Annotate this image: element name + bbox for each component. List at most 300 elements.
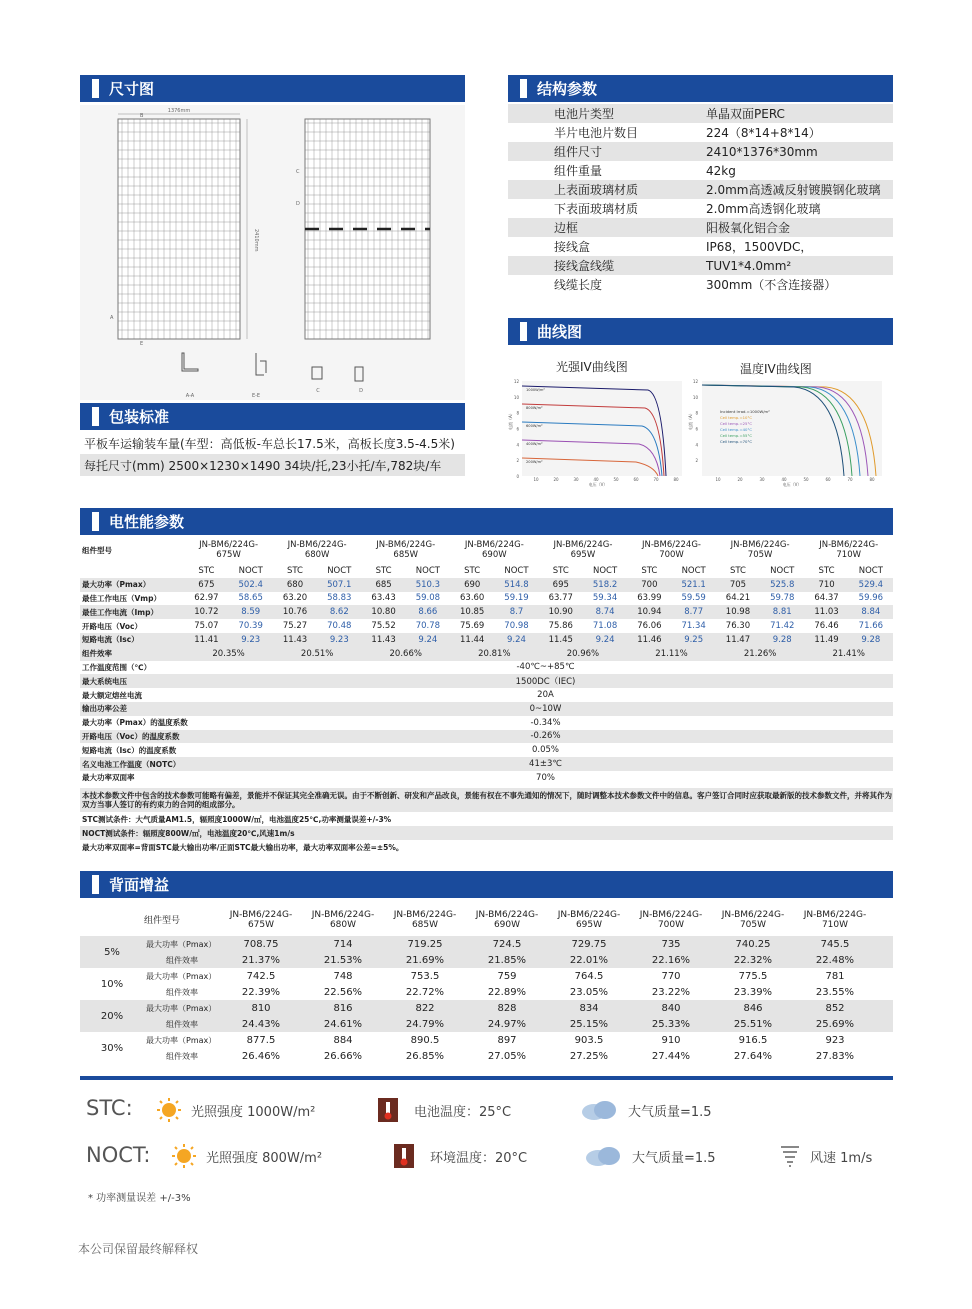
light-series-label: 800W/m² bbox=[526, 406, 543, 410]
model-power: 680W bbox=[304, 550, 330, 560]
common-value: 41±3℃ bbox=[529, 759, 562, 770]
model-power: 695W bbox=[570, 550, 596, 560]
common-row bbox=[80, 661, 893, 675]
noct-air-mass: 大气质量=1.5 bbox=[582, 1144, 716, 1168]
model-power: 685W bbox=[393, 550, 419, 560]
eff-value: 27.83% bbox=[815, 1050, 855, 1062]
left-x-tick: 80 bbox=[673, 477, 679, 482]
structure-value: 224（8*14+8*14） bbox=[706, 126, 821, 140]
eff-value: 23.55% bbox=[815, 986, 855, 998]
stc-value: 63.77 bbox=[548, 593, 573, 604]
right-ylabel: 电流（A） bbox=[688, 411, 693, 430]
model-name bbox=[450, 540, 539, 560]
structure-key: 接线盒 bbox=[554, 240, 591, 254]
noct-value: 59.96 bbox=[858, 593, 884, 604]
structure-value: 2.0mm高透钢化玻璃 bbox=[706, 202, 821, 216]
light-series-label: 200W/m² bbox=[526, 460, 543, 464]
marker-d: D bbox=[296, 201, 300, 207]
marker-c: C bbox=[296, 169, 300, 175]
eff-value: 22.89% bbox=[487, 986, 527, 998]
model-prefix: JN-BM6/224G- bbox=[819, 540, 879, 550]
structure-row bbox=[508, 104, 893, 123]
right-x-tick: 60 bbox=[825, 477, 831, 482]
gain-block bbox=[80, 936, 893, 968]
stc-value: 10.90 bbox=[548, 607, 573, 618]
gain-eff-row bbox=[144, 1016, 893, 1032]
pmax-value: 810 bbox=[251, 1002, 271, 1014]
structure-key: 组件尺寸 bbox=[554, 145, 603, 159]
left-ylabel: 电流（A） bbox=[508, 411, 513, 430]
efficiency-value: 20.51% bbox=[300, 648, 334, 659]
model-power: 700W bbox=[659, 550, 684, 560]
noct-value: 70.98 bbox=[504, 621, 529, 632]
noct-value: 8.62 bbox=[329, 607, 349, 618]
right-y-tick: 6 bbox=[695, 426, 698, 432]
pmax-value: 877.5 bbox=[246, 1034, 276, 1046]
right-x-tick: 10 bbox=[715, 477, 721, 482]
electrical-table bbox=[80, 536, 893, 785]
noct-heading: NOCT bbox=[858, 565, 883, 576]
panel-drawing-svg bbox=[80, 105, 465, 400]
conditions-divider bbox=[80, 1076, 893, 1080]
structure-header: 结构参数 bbox=[508, 75, 893, 102]
common-row bbox=[80, 757, 893, 771]
model-power: 700W bbox=[657, 919, 685, 930]
electrical-row bbox=[80, 592, 893, 606]
stc-value: 76.06 bbox=[637, 621, 662, 632]
note-stc: STC测试条件：大气质量AM1.5，辐照度1000W/㎡，电池温度25℃,功率测量误差+/-3% bbox=[82, 814, 392, 824]
temp-legend-entry: Cell temp.=10°C bbox=[720, 415, 753, 420]
eff-value: 27.64% bbox=[733, 1050, 773, 1062]
model-prefix: JN-BM6/224G- bbox=[393, 909, 457, 920]
model-name bbox=[466, 910, 548, 930]
stc-heading: STC bbox=[286, 565, 303, 576]
model-prefix: JN-BM6/224G- bbox=[376, 540, 436, 550]
eff-value: 22.72% bbox=[405, 986, 445, 998]
electrical-row bbox=[80, 619, 893, 633]
pmax-value: 708.75 bbox=[243, 938, 279, 950]
noct-value: 502.4 bbox=[238, 579, 263, 590]
stc-heading: STC bbox=[818, 565, 835, 576]
electrical-header: 电性能参数 bbox=[80, 508, 893, 535]
gain-block bbox=[80, 1000, 893, 1032]
noct-heading: NOCT bbox=[238, 565, 263, 576]
row-label: 组件效率 bbox=[166, 987, 198, 997]
noct-heading: NOCT bbox=[770, 565, 795, 576]
eff-value: 26.46% bbox=[241, 1050, 281, 1062]
efficiency-value: 21.41% bbox=[832, 648, 865, 659]
noct-value: 9.24 bbox=[507, 634, 526, 645]
structure-row bbox=[508, 218, 893, 237]
stc-value: 11.43 bbox=[282, 634, 308, 645]
common-value: -0.26% bbox=[530, 731, 561, 742]
wind-icon bbox=[778, 1143, 802, 1169]
pmax-value: 770 bbox=[661, 970, 681, 982]
eff-value: 23.22% bbox=[651, 986, 691, 998]
row-label: 开路电压（Voc）的温度系数 bbox=[82, 731, 180, 741]
noct-wind: 风速 1m/s bbox=[778, 1143, 872, 1169]
marker-a: A bbox=[110, 315, 114, 321]
cloud-icon bbox=[582, 1144, 624, 1168]
stc-value: 700 bbox=[641, 579, 658, 590]
packaging-header: 包装标准 bbox=[80, 403, 465, 430]
row-label: 最大功率（Pmax） bbox=[146, 1035, 217, 1045]
gain-eff-row bbox=[144, 1048, 893, 1064]
eff-value: 22.16% bbox=[651, 954, 691, 966]
stc-heading: STC bbox=[464, 565, 481, 576]
iv-curves-svg bbox=[508, 375, 893, 487]
noct-value: 8.7 bbox=[509, 607, 524, 618]
pmax-value: 745.5 bbox=[820, 938, 850, 950]
stc-value: 675 bbox=[198, 579, 215, 590]
noct-value: 9.24 bbox=[418, 634, 438, 645]
note-bifaciality: 最大功率双面率=背面STC最大输出功率/正面STC最大输出功率，最大功率双面率公差=±5%。 bbox=[82, 842, 404, 852]
structure-key: 上表面玻璃材质 bbox=[554, 183, 639, 197]
model-name bbox=[627, 540, 716, 560]
stc-value: 64.21 bbox=[725, 593, 751, 604]
noct-value: 58.65 bbox=[238, 593, 263, 604]
left-x-tick: 50 bbox=[613, 477, 619, 482]
stc-value: 64.37 bbox=[814, 593, 839, 604]
stc-value: 10.94 bbox=[637, 607, 662, 618]
noct-value: 71.66 bbox=[858, 621, 884, 632]
stc-value: 75.86 bbox=[548, 621, 573, 632]
model-power: 705W bbox=[739, 919, 767, 930]
stc-value: 76.46 bbox=[814, 621, 839, 632]
row-label: 短路电流（Isc） bbox=[82, 635, 139, 645]
pmax-value: 759 bbox=[497, 970, 517, 982]
common-value: -0.34% bbox=[530, 717, 561, 728]
model-label: 组件型号 bbox=[82, 545, 112, 555]
common-value: 0~10W bbox=[529, 703, 562, 714]
eff-value: 21.69% bbox=[405, 954, 445, 966]
stc-value: 10.72 bbox=[194, 607, 219, 618]
stc-value: 695 bbox=[552, 579, 569, 590]
marker-b: B bbox=[140, 113, 144, 119]
detail-ee-label: E-E bbox=[251, 393, 261, 399]
common-row bbox=[80, 716, 893, 730]
left-y-tick: 12 bbox=[513, 379, 519, 384]
noct-value: 59.78 bbox=[770, 593, 795, 604]
gain-pmax-row bbox=[144, 968, 893, 984]
thermometer-icon bbox=[374, 1096, 402, 1124]
left-x-tick: 70 bbox=[653, 477, 659, 482]
stc-value: 685 bbox=[375, 579, 392, 590]
noct-value: 8.59 bbox=[241, 607, 261, 618]
row-label: 组件效率 bbox=[82, 649, 112, 659]
noct-value: 71.08 bbox=[592, 621, 618, 632]
structure-key: 半片电池片数目 bbox=[554, 126, 639, 140]
noct-value: 70.78 bbox=[415, 621, 441, 632]
pmax-value: 781 bbox=[825, 970, 845, 982]
noct-value: 8.84 bbox=[861, 607, 881, 618]
common-value: 1500DC（IEC) bbox=[515, 677, 576, 688]
electrical-row bbox=[80, 605, 893, 619]
structure-value: 42kg bbox=[706, 163, 736, 178]
model-power: 690W bbox=[493, 919, 521, 930]
common-row bbox=[80, 730, 893, 744]
stc-cell-temp: 电池温度：25°C bbox=[374, 1096, 511, 1124]
dimension-drawing bbox=[80, 105, 465, 400]
eff-value: 27.44% bbox=[651, 1050, 691, 1062]
model-prefix: JN-BM6/224G- bbox=[639, 909, 703, 920]
eff-value: 23.39% bbox=[733, 986, 773, 998]
model-prefix: JN-BM6/224G- bbox=[199, 540, 259, 550]
model-prefix: JN-BM6/224G- bbox=[557, 909, 621, 920]
light-series-label: 1000W/m² bbox=[526, 388, 545, 392]
curves-header: 曲线图 bbox=[508, 318, 893, 345]
eff-value: 25.15% bbox=[569, 1018, 609, 1030]
stc-value: 10.76 bbox=[282, 607, 308, 618]
stc-value: 11.41 bbox=[194, 634, 219, 645]
stc-value: 10.85 bbox=[460, 607, 485, 618]
note-noct: NOCT测试条件：辐照度800W/㎡，电池温度20℃,风速1m/s bbox=[80, 826, 893, 840]
pmax-value: 724.5 bbox=[492, 938, 522, 950]
structure-value: 单晶双面PERC bbox=[706, 107, 785, 121]
pmax-value: 852 bbox=[825, 1002, 845, 1014]
electrical-header-row bbox=[80, 536, 893, 564]
left-x-tick: 10 bbox=[533, 477, 539, 482]
stc-value: 75.27 bbox=[282, 621, 308, 632]
noct-value: 514.8 bbox=[504, 579, 529, 590]
electrical-row bbox=[80, 578, 893, 592]
pmax-value: 884 bbox=[333, 1034, 353, 1046]
left-x-tick: 40 bbox=[593, 477, 599, 482]
structure-row bbox=[508, 142, 893, 161]
row-label: 输出功率公差 bbox=[82, 704, 127, 714]
temp-iv-title: 温度IV曲线图 bbox=[740, 362, 812, 376]
stc-heading: STC bbox=[641, 565, 658, 576]
model-prefix: JN-BM6/224G- bbox=[311, 909, 375, 920]
noct-irradiance: 光照强度 800W/m² bbox=[170, 1143, 322, 1169]
row-label: 短路电流（Isc）的温度系数 bbox=[82, 745, 177, 755]
structure-key: 线缆长度 bbox=[554, 278, 603, 292]
model-prefix: JN-BM6/224G- bbox=[642, 540, 701, 550]
model-prefix: JN-BM6/224G- bbox=[721, 909, 785, 920]
eff-value: 21.53% bbox=[323, 954, 363, 966]
gain-pmax-row bbox=[144, 1032, 893, 1048]
row-label: 开路电压（Voc） bbox=[82, 621, 142, 631]
left-y-tick: 0 bbox=[516, 474, 519, 479]
gain-pmax-row bbox=[144, 1000, 893, 1016]
structure-row bbox=[508, 161, 893, 180]
electrical-notes bbox=[80, 788, 893, 854]
pmax-value: 764.5 bbox=[574, 970, 604, 982]
eff-value: 22.32% bbox=[733, 954, 773, 966]
noct-value: 529.4 bbox=[858, 579, 884, 590]
eff-value: 22.39% bbox=[241, 986, 281, 998]
pmax-value: 890.5 bbox=[410, 1034, 440, 1046]
row-label: 最大额定熔丝电流 bbox=[82, 690, 142, 700]
eff-value: 22.56% bbox=[323, 986, 363, 998]
model-name bbox=[712, 910, 794, 930]
row-label: 最大功率（Pmax）的温度系数 bbox=[82, 718, 188, 728]
eff-value: 24.61% bbox=[323, 1018, 363, 1030]
model-power: 695W bbox=[575, 919, 603, 930]
right-y-tick: 8 bbox=[695, 410, 698, 416]
stc-label: STC: bbox=[86, 1096, 133, 1120]
noct-value: 8.66 bbox=[418, 607, 438, 618]
common-row bbox=[80, 674, 893, 688]
gain-percent: 30% bbox=[100, 1042, 124, 1054]
left-x-tick: 30 bbox=[573, 477, 579, 482]
common-row bbox=[80, 743, 893, 757]
eff-value: 23.05% bbox=[569, 986, 609, 998]
stc-value: 11.43 bbox=[371, 634, 396, 645]
eff-value: 21.37% bbox=[241, 954, 281, 966]
stc-value: 11.46 bbox=[637, 634, 662, 645]
pmax-value: 719.25 bbox=[407, 938, 443, 950]
pmax-value: 910 bbox=[661, 1034, 681, 1046]
gain-block bbox=[80, 968, 893, 1000]
structure-row bbox=[508, 237, 893, 256]
stc-value: 690 bbox=[464, 579, 481, 590]
pmax-value: 775.5 bbox=[738, 970, 768, 982]
noct-value: 9.28 bbox=[861, 634, 881, 645]
structure-value: 阳极氧化铝合金 bbox=[706, 221, 791, 235]
noct-value: 59.34 bbox=[592, 593, 618, 604]
common-value: 0.05% bbox=[531, 745, 559, 756]
model-name bbox=[548, 910, 630, 930]
temp-legend-entry: Cell temp.=25°C bbox=[720, 421, 753, 426]
thermometer-icon bbox=[390, 1142, 418, 1170]
structure-value: 2410*1376*30mm bbox=[706, 144, 818, 159]
row-label: 工作温度范围（℃） bbox=[82, 662, 152, 672]
noct-value: 59.08 bbox=[415, 593, 441, 604]
right-x-tick: 40 bbox=[781, 477, 787, 482]
row-label: 最大功率双面率 bbox=[82, 773, 135, 783]
model-name bbox=[361, 540, 450, 560]
left-y-tick: 6 bbox=[516, 426, 519, 432]
stc-noct-row bbox=[80, 564, 893, 578]
pmax-value: 735 bbox=[661, 938, 681, 950]
backgain-header: 背面增益 bbox=[80, 871, 893, 898]
row-label: 最大功率（Pmax） bbox=[146, 1003, 217, 1013]
model-name bbox=[716, 540, 805, 560]
stc-value: 680 bbox=[286, 579, 304, 590]
stc-value: 75.69 bbox=[460, 621, 485, 632]
stc-value: 11.45 bbox=[548, 634, 573, 645]
right-xlabel: 电压（V） bbox=[782, 482, 802, 487]
model-power: 710W bbox=[836, 550, 862, 560]
model-name bbox=[804, 540, 893, 560]
structure-key: 电池片类型 bbox=[554, 107, 615, 121]
pmax-value: 740.25 bbox=[735, 938, 771, 950]
row-label: 组件效率 bbox=[166, 1019, 198, 1029]
structure-row bbox=[508, 180, 893, 199]
pmax-value: 714 bbox=[333, 938, 353, 950]
structure-key: 接线盒线缆 bbox=[554, 259, 615, 273]
stc-value: 76.30 bbox=[725, 621, 751, 632]
model-power: 705W bbox=[747, 550, 773, 560]
pmax-value: 828 bbox=[497, 1002, 517, 1014]
model-name bbox=[630, 910, 712, 930]
noct-value: 9.28 bbox=[772, 634, 792, 645]
noct-value: 9.23 bbox=[241, 634, 261, 645]
noct-ambient-temp: 环境温度：20°C bbox=[390, 1142, 527, 1170]
detail-aa bbox=[182, 353, 198, 371]
efficiency-value: 20.81% bbox=[478, 648, 511, 659]
noct-value: 70.48 bbox=[327, 621, 352, 632]
tolerance-note: * 功率测量误差 +/-3% bbox=[88, 1193, 191, 1204]
stc-value: 63.99 bbox=[637, 593, 662, 604]
left-y-tick: 10 bbox=[513, 394, 519, 400]
model-prefix: JN-BM6/224G- bbox=[464, 540, 524, 550]
temp-legend-entry: Cell temp.=40°C bbox=[720, 427, 753, 432]
noct-value: 8.77 bbox=[684, 607, 704, 618]
efficiency-value: 20.96% bbox=[566, 648, 600, 659]
efficiency-value: 21.11% bbox=[655, 648, 688, 659]
right-x-tick: 50 bbox=[803, 477, 809, 482]
width-label: 1376mm bbox=[167, 108, 191, 114]
packaging-line-2: 每托尺寸(mm) 2500×1230×1490 34块/托,23小托/车,782块/车 bbox=[80, 454, 465, 476]
row-label: 最佳工作电流（Imp） bbox=[82, 607, 158, 617]
model-power: 690W bbox=[482, 550, 507, 560]
model-power: 675W bbox=[216, 550, 241, 560]
noct-heading: NOCT bbox=[327, 565, 352, 576]
noct-value: 510.3 bbox=[415, 579, 441, 590]
common-value: 20A bbox=[537, 690, 554, 701]
noct-value: 59.19 bbox=[504, 593, 529, 604]
efficiency-value: 20.66% bbox=[389, 648, 422, 659]
row-label: 组件效率 bbox=[166, 1051, 198, 1061]
model-power: 680W bbox=[329, 919, 357, 930]
right-y-tick: 2 bbox=[695, 458, 698, 464]
structure-key: 下表面玻璃材质 bbox=[554, 202, 639, 216]
model-power: 685W bbox=[411, 919, 439, 930]
efficiency-value: 20.35% bbox=[212, 648, 245, 659]
left-y-tick: 8 bbox=[516, 410, 519, 416]
stc-value: 75.07 bbox=[194, 621, 219, 632]
model-prefix: JN-BM6/224G- bbox=[287, 540, 347, 550]
pmax-value: 840 bbox=[661, 1002, 681, 1014]
noct-value: 518.2 bbox=[592, 579, 618, 590]
model-name bbox=[273, 540, 362, 560]
row-label: 名义电池工作温度（NOTC） bbox=[82, 759, 181, 769]
noct-label: NOCT: bbox=[86, 1143, 151, 1167]
stc-heading: STC bbox=[375, 565, 392, 576]
temp-legend-entry: Incident Irrad.=1000W/m² bbox=[720, 409, 770, 414]
light-series-label: 600W/m² bbox=[526, 424, 543, 428]
marker-e: E bbox=[140, 341, 144, 347]
eff-value: 25.51% bbox=[733, 1018, 773, 1030]
model-name bbox=[384, 910, 466, 930]
row-label: 最大功率（Pmax） bbox=[146, 971, 217, 981]
model-power: 675W bbox=[247, 919, 275, 930]
light-iv-title: 光强IV曲线图 bbox=[556, 360, 628, 374]
right-x-tick: 20 bbox=[737, 477, 743, 482]
model-label: 组件型号 bbox=[144, 916, 181, 926]
eff-value: 25.69% bbox=[815, 1018, 855, 1030]
row-label: 最大系统电压 bbox=[82, 676, 127, 686]
noct-value: 70.39 bbox=[238, 621, 263, 632]
eff-value: 26.85% bbox=[405, 1050, 445, 1062]
left-x-tick: 20 bbox=[553, 477, 559, 482]
stc-value: 63.20 bbox=[282, 593, 308, 604]
model-prefix: JN-BM6/224G- bbox=[803, 909, 867, 920]
noct-value: 521.1 bbox=[681, 579, 706, 590]
efficiency-value: 21.26% bbox=[743, 648, 777, 659]
model-prefix: JN-BM6/224G- bbox=[730, 540, 790, 550]
common-row bbox=[80, 688, 893, 702]
front-panel bbox=[118, 119, 240, 339]
pmax-value: 916.5 bbox=[738, 1034, 768, 1046]
structure-table bbox=[508, 104, 893, 294]
row-label: 最佳工作电压（Vmp） bbox=[82, 593, 161, 603]
sun-icon bbox=[155, 1097, 183, 1123]
stc-heading: STC bbox=[552, 565, 569, 576]
noct-value: 507.1 bbox=[327, 579, 352, 590]
